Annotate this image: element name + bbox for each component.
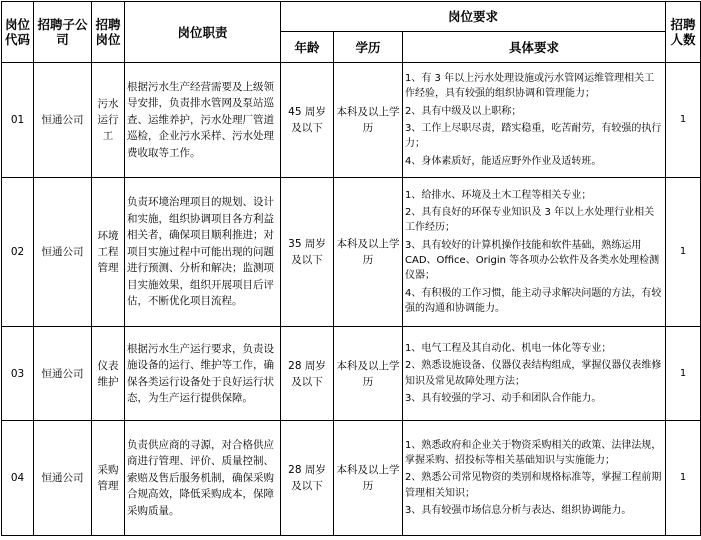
cell-education: 本科及以上学历 — [334, 178, 403, 327]
cell-age: 28 周岁及以下 — [281, 421, 334, 536]
requirement-item: 1、给排水、环境及土木工程等相关专业； — [405, 189, 592, 201]
table-row — [2, 63, 701, 178]
cell-education: 本科及以上学历 — [334, 327, 403, 421]
header-age: 年龄 — [281, 32, 334, 63]
cell-code: 02 — [2, 178, 34, 327]
table-row — [2, 421, 701, 536]
cell-count: 1 — [666, 178, 701, 327]
requirement-item: 3、工作上尽职尽责，踏实稳重，吃苦耐劳，有较强的执行力； — [405, 123, 662, 150]
requirement-item: 2、具有良好的环保专业知识及 3 年以上水处理行业相关工作经历； — [405, 207, 655, 234]
cell-company: 恒通公司 — [34, 178, 92, 327]
cell-code: 04 — [2, 421, 34, 536]
table-row — [2, 327, 701, 421]
table-row — [2, 178, 701, 327]
cell-position: 污水运行工 — [92, 63, 125, 178]
cell-company: 恒通公司 — [34, 327, 92, 421]
requirement-item: 4、有积极的工作习惯，能主动寻求解决问题的方法，有较强的沟通和协调能力。 — [405, 287, 662, 314]
header-specific: 具体要求 — [403, 32, 666, 63]
cell-position: 采购管理 — [92, 421, 125, 536]
cell-position: 环境工程管理 — [92, 178, 125, 327]
cell-duties: 根据污水生产经营需要及上级领导安排，负责排水管网及泵站巡查、运维养护，污水处理厂管道巡检，企业污水采样、污水处理费收取等工作。 — [125, 63, 281, 178]
cell-count: 1 — [666, 63, 701, 178]
requirement-item: 2、具有中级及以上职称； — [405, 105, 522, 117]
requirement-item: 3、具有较强的学习、动手和团队合作能力。 — [405, 392, 602, 404]
cell-duties: 根据污水生产运行要求，负责设施设备的运行、维护等工作，确保各类运行设备处于良好运行状态，为生产运行提供保障。 — [125, 327, 281, 421]
cell-age: 35 周岁及以下 — [281, 178, 334, 327]
requirement-item: 1、有 3 年以上污水处理设施或污水管网运维管理相关工作经验，具有较强的组织协调和管理能力； — [405, 73, 655, 100]
cell-count: 1 — [666, 327, 701, 421]
cell-code: 03 — [2, 327, 34, 421]
cell-age: 45 周岁及以下 — [281, 63, 334, 178]
cell-requirements — [403, 178, 666, 327]
requirement-item: 3、具有较强市场信息分析与表达、组织协调能力。 — [405, 504, 632, 516]
requirement-item: 3、具有较好的计算机操作技能和软件基础，熟练运用 CAD、Office、Origin 等各项办公软件及各类水处理检测仪器； — [405, 239, 660, 282]
cell-count: 1 — [666, 421, 701, 536]
requirement-item: 1、熟悉政府和企业关于物资采购相关的政策、法律法规，掌握采购、招投标等相关基础知识与实施能力； — [405, 439, 662, 467]
header-education: 学历 — [334, 32, 403, 63]
cell-duties: 负责供应商的寻源，对合格供应商进行管理、评价、质量控制、索赔及售后服务机制，确保采购合规高效，降低采购成本，保障采购质量。 — [125, 421, 281, 536]
header-duties: 岗位职责 — [125, 2, 281, 63]
cell-code: 01 — [2, 63, 34, 178]
header-code: 岗位代码 — [2, 2, 34, 63]
header-count: 招聘人数 — [666, 2, 701, 63]
cell-duties: 负责环境治理项目的规划、设计和实施，组织协调项目各方利益相关者，确保项目顺利推进；对项目实施过程中可能出现的问题进行预测、分析和解决；监测项目实施效果，组织开展项目后评估，不断优化项目流程。 — [125, 178, 281, 327]
cell-requirements — [403, 421, 666, 536]
header-requirements: 岗位要求 — [281, 2, 666, 32]
header-position: 招聘岗位 — [92, 2, 125, 63]
cell-position: 仪表维护 — [92, 327, 125, 421]
cell-education: 本科及以上学历 — [334, 421, 403, 536]
recruitment-table — [1, 1, 701, 536]
cell-requirements — [403, 63, 666, 178]
cell-age: 28 周岁及以下 — [281, 327, 334, 421]
requirement-item: 4、身体素质好，能适应野外作业及适转班。 — [405, 155, 602, 167]
requirement-item: 2、熟悉公司常见物资的类别和规格标准等，掌握工程前期管理相关知识； — [405, 472, 662, 499]
cell-requirements — [403, 327, 666, 421]
cell-company: 恒通公司 — [34, 421, 92, 536]
header-company: 招聘子公司 — [34, 2, 92, 63]
requirement-item: 1、电气工程及其自动化、机电一体化等专业； — [405, 342, 612, 354]
cell-education: 本科及以上学历 — [334, 63, 403, 178]
requirement-item: 2、熟悉设施设备、仪器仪表结构组成，掌握仪器仪表维修知识及常见故障处理方法； — [405, 360, 662, 387]
cell-company: 恒通公司 — [34, 63, 92, 178]
